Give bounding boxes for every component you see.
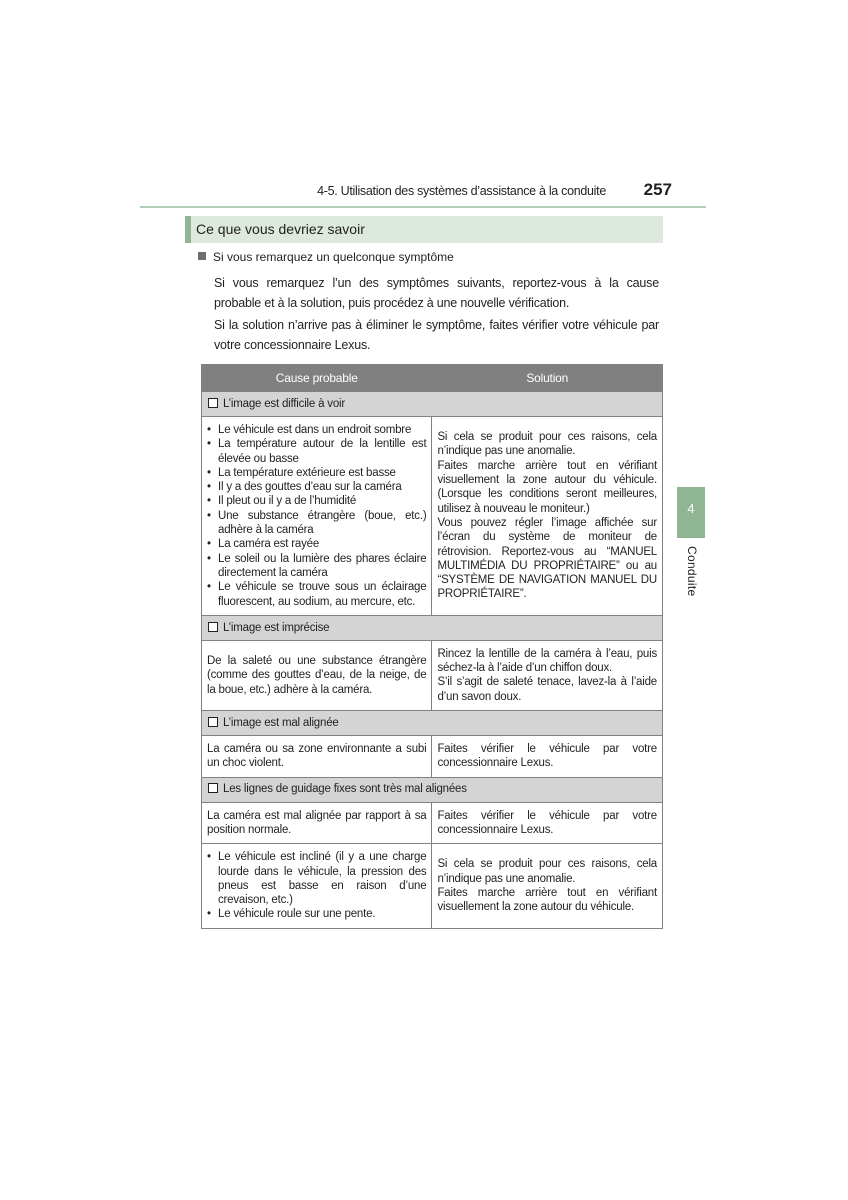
table-row <box>202 736 663 778</box>
cause-cell: La caméra est mal alignée par rapport à sa position normale. <box>202 802 432 844</box>
checkbox-icon <box>208 398 218 408</box>
list-item: • Le véhicule est incliné (il y a une charge lourde dans le véhicule, la pression des pneus est basse en raison d’une crevaison, etc.) <box>207 850 426 907</box>
table-row <box>202 802 663 844</box>
cause-cell: La caméra ou sa zone environnante a subi un choc violent. <box>202 736 432 778</box>
solution-cell: Faites vérifier le véhicule par votre concessionnaire Lexus. <box>432 802 663 844</box>
solution-cell <box>432 640 663 710</box>
checkbox-icon <box>208 717 218 727</box>
column-header-cause: Cause probable <box>202 365 432 392</box>
category-title: L’image est imprécise <box>223 621 330 634</box>
category-row <box>202 392 663 417</box>
list-item: • Il y a des gouttes d’eau sur la caméra <box>207 480 426 494</box>
chapter-tab: 4 <box>677 487 705 538</box>
cause-cell: De la saleté ou une substance étrangère (comme des gouttes d’eau, de la neige, de la boue, etc.) adhère à la caméra. <box>202 640 432 710</box>
category-row <box>202 615 663 640</box>
header-divider <box>140 206 706 208</box>
table-row <box>202 640 663 710</box>
subheading <box>198 250 454 264</box>
column-header-solution: Solution <box>432 365 663 392</box>
category-row <box>202 711 663 736</box>
cause-list <box>207 850 426 921</box>
page-number: 257 <box>643 180 672 199</box>
solution-text: Si cela se produit pour ces raisons, cela n’indique pas une anomalie. <box>437 431 657 458</box>
cause-cell <box>202 417 432 616</box>
checkbox-icon <box>208 622 218 632</box>
solution-text: Faites marche arrière tout en vérifiant visuellement la zone autour du véhicule. <box>437 886 657 914</box>
checkbox-icon <box>208 783 218 793</box>
table-row <box>202 844 663 928</box>
solution-cell <box>432 844 663 928</box>
square-bullet-icon <box>198 252 206 260</box>
solution-text: S’il s’agit de saleté tenace, lavez-la à l’aide d’un savon doux. <box>437 676 657 703</box>
subheading-text: Si vous remarquez un quelconque symptôme <box>213 250 454 264</box>
troubleshooting-table <box>201 364 663 929</box>
solution-text: Faites marche arrière tout en vérifiant visuellement la zone autour du véhicule. (Lorsque les conditions seront meilleures, utilisez à nouveau le moniteur.) <box>437 459 657 515</box>
cause-cell <box>202 844 432 928</box>
category-row <box>202 777 663 802</box>
category-title: Les lignes de guidage fixes sont très mal alignées <box>223 783 467 796</box>
solution-text: Vous pouvez régler l’image affichée sur l’écran du système de moniteur de rétrovision. Reportez-vous au “MANUEL MULTIMÉDIA DU PROPRIÉTAIRE” ou au “SYSTÈME DE NAVIGATION MANUEL DU PROPRIÉTAIRE”. <box>437 516 657 601</box>
solution-cell <box>432 417 663 616</box>
list-item: • Une substance étrangère (boue, etc.) adhère à la caméra <box>207 509 426 538</box>
category-title: L’image est difficile à voir <box>223 397 346 410</box>
cause-list <box>207 423 426 609</box>
table-header-row <box>202 365 663 392</box>
list-item: • La caméra est rayée <box>207 537 426 551</box>
table-row <box>202 417 663 616</box>
list-item: • Il pleut ou il y a de l’humidité <box>207 494 426 508</box>
list-item: • Le soleil ou la lumière des phares éclaire directement la caméra <box>207 552 426 581</box>
list-item: • La température autour de la lentille est élevée ou basse <box>207 437 426 466</box>
category-title: L’image est mal alignée <box>223 716 339 729</box>
intro-paragraph: Si la solution n’arrive pas à éliminer le symptôme, faites vérifier votre véhicule par votre concessionnaire Lexus. <box>214 318 659 352</box>
list-item: • La température extérieure est basse <box>207 466 426 480</box>
intro-paragraph: Si vous remarquez l’un des symptômes suivants, reportez-vous à la cause probable et à la solution, puis procédez à une nouvelle vérification. <box>214 276 659 310</box>
solution-cell: Faites vérifier le véhicule par votre concessionnaire Lexus. <box>432 736 663 778</box>
list-item: • Le véhicule roule sur une pente. <box>207 907 426 921</box>
list-item: • Le véhicule est dans un endroit sombre <box>207 423 426 437</box>
list-item: • Le véhicule se trouve sous un éclairage fluorescent, au sodium, au mercure, etc. <box>207 580 426 609</box>
solution-text: Rincez la lentille de la caméra à l’eau, puis séchez-la à l’aide d’un chiffon doux. <box>437 647 657 675</box>
section-heading: Ce que vous devriez savoir <box>185 216 663 243</box>
running-header-title: 4-5. Utilisation des systèmes d’assistance à la conduite <box>317 184 606 198</box>
solution-text: Si cela se produit pour ces raisons, cela n’indique pas une anomalie. <box>437 858 657 885</box>
chapter-label: Conduite <box>685 546 699 597</box>
